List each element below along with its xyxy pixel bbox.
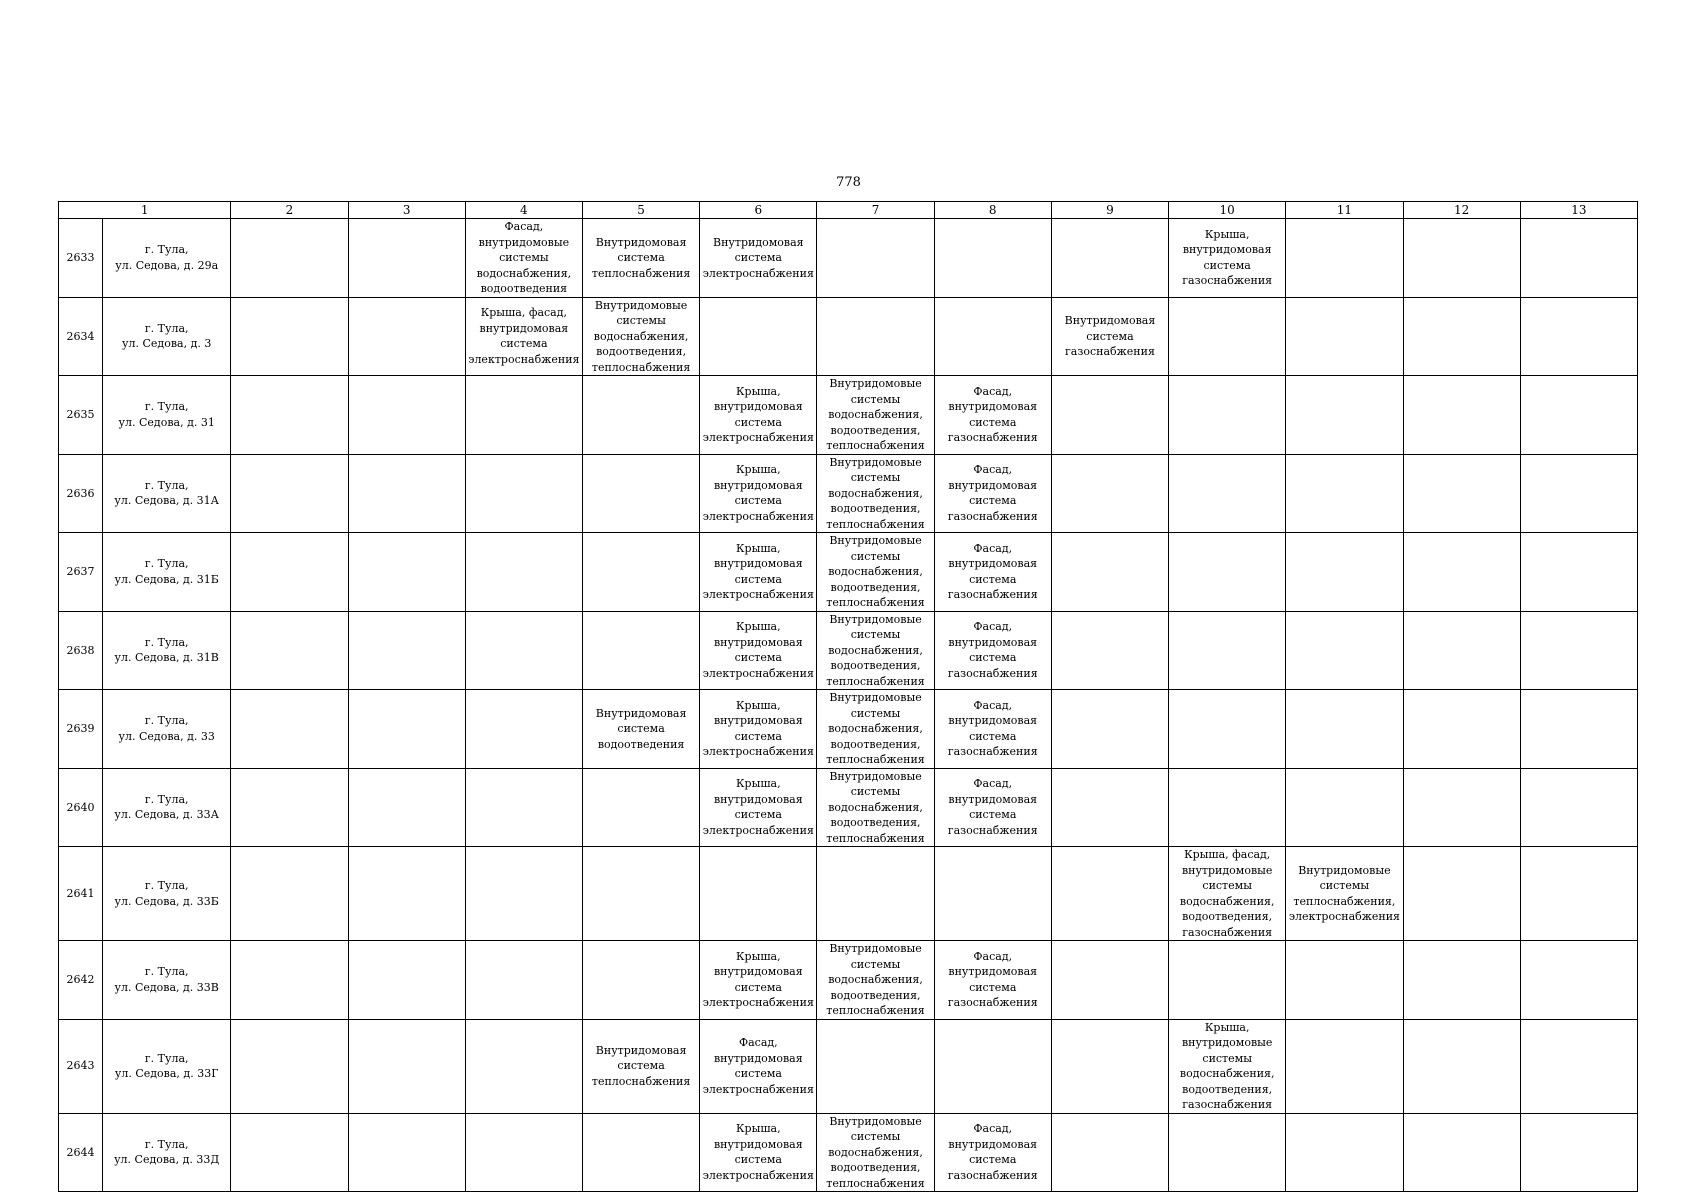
work-cell-col-6: Крыша, внутридомовая система электроснабжения — [700, 454, 817, 533]
work-cell-col-7 — [817, 297, 934, 376]
row-number-cell: 2642 — [59, 941, 103, 1020]
work-cell-col-9 — [1051, 768, 1168, 847]
work-cell-col-12 — [1403, 376, 1520, 455]
work-cell-col-13 — [1520, 219, 1637, 298]
work-cell-col-3 — [348, 297, 465, 376]
work-cell-col-11 — [1286, 611, 1403, 690]
table-row — [59, 1113, 1638, 1192]
work-cell-col-9 — [1051, 1113, 1168, 1192]
work-cell-col-4 — [465, 611, 582, 690]
column-number: 10 — [1169, 202, 1286, 219]
address-cell: г. Тула, ул. Седова, д. 33 — [103, 690, 231, 769]
column-number: 13 — [1520, 202, 1637, 219]
column-number: 1 — [59, 202, 231, 219]
work-cell-col-8: Фасад, внутридомовая система газоснабжения — [934, 768, 1051, 847]
address-cell: г. Тула, ул. Седова, д. 31 — [103, 376, 231, 455]
work-cell-col-2 — [231, 1113, 348, 1192]
work-cell-col-12 — [1403, 454, 1520, 533]
row-number-cell: 2635 — [59, 376, 103, 455]
work-cell-col-6: Крыша, внутридомовая система электроснабжения — [700, 1113, 817, 1192]
work-cell-col-8: Фасад, внутридомовая система газоснабжения — [934, 454, 1051, 533]
address-cell: г. Тула, ул. Седова, д. 33Г — [103, 1019, 231, 1113]
work-cell-col-8 — [934, 1019, 1051, 1113]
table-row — [59, 219, 1638, 298]
address-cell: г. Тула, ул. Седова, д. 33Д — [103, 1113, 231, 1192]
work-cell-col-2 — [231, 611, 348, 690]
work-cell-col-3 — [348, 611, 465, 690]
work-cell-col-6: Внутридомовая система электроснабжения — [700, 219, 817, 298]
table-row — [59, 454, 1638, 533]
table-row — [59, 1019, 1638, 1113]
work-cell-col-5: Внутридомовая система водоотведения — [582, 690, 699, 769]
table-row — [59, 690, 1638, 769]
work-cell-col-10 — [1169, 941, 1286, 1020]
work-cell-col-9 — [1051, 454, 1168, 533]
work-cell-col-3 — [348, 219, 465, 298]
work-cell-col-8 — [934, 219, 1051, 298]
work-cell-col-8 — [934, 297, 1051, 376]
work-cell-col-13 — [1520, 611, 1637, 690]
work-cell-col-4 — [465, 690, 582, 769]
work-cell-col-2 — [231, 941, 348, 1020]
work-cell-col-6 — [700, 297, 817, 376]
column-number: 6 — [700, 202, 817, 219]
header-row — [59, 202, 1638, 219]
table-body — [59, 219, 1638, 1192]
row-number-cell: 2636 — [59, 454, 103, 533]
work-cell-col-11 — [1286, 376, 1403, 455]
work-cell-col-9 — [1051, 690, 1168, 769]
work-cell-col-9 — [1051, 941, 1168, 1020]
work-cell-col-12 — [1403, 611, 1520, 690]
work-cell-col-5 — [582, 847, 699, 941]
column-number: 5 — [582, 202, 699, 219]
work-cell-col-11: Внутридомовые системы теплоснабжения, электроснабжения — [1286, 847, 1403, 941]
work-cell-col-10 — [1169, 297, 1286, 376]
table-row — [59, 847, 1638, 941]
work-cell-col-5: Внутридомовая система теплоснабжения — [582, 219, 699, 298]
address-cell: г. Тула, ул. Седова, д. 33В — [103, 941, 231, 1020]
work-cell-col-11 — [1286, 297, 1403, 376]
work-cell-col-4 — [465, 941, 582, 1020]
work-cell-col-4 — [465, 376, 582, 455]
work-cell-col-11 — [1286, 768, 1403, 847]
work-cell-col-4: Крыша, фасад, внутридомовая система электроснабжения — [465, 297, 582, 376]
row-number-cell: 2634 — [59, 297, 103, 376]
work-cell-col-6: Крыша, внутридомовая система электроснабжения — [700, 533, 817, 612]
column-number: 8 — [934, 202, 1051, 219]
work-cell-col-8: Фасад, внутридомовая система газоснабжения — [934, 1113, 1051, 1192]
work-cell-col-6: Крыша, внутридомовая система электроснабжения — [700, 611, 817, 690]
work-cell-col-2 — [231, 1019, 348, 1113]
work-cell-col-5 — [582, 1113, 699, 1192]
work-cell-col-4 — [465, 454, 582, 533]
work-cell-col-6: Крыша, внутридомовая система электроснабжения — [700, 690, 817, 769]
work-cell-col-4 — [465, 1019, 582, 1113]
address-cell: г. Тула, ул. Седова, д. 31Б — [103, 533, 231, 612]
address-cell: г. Тула, ул. Седова, д. 3 — [103, 297, 231, 376]
work-cell-col-12 — [1403, 533, 1520, 612]
work-cell-col-11 — [1286, 533, 1403, 612]
work-cell-col-5 — [582, 941, 699, 1020]
work-cell-col-5 — [582, 611, 699, 690]
work-cell-col-9 — [1051, 1019, 1168, 1113]
work-cell-col-3 — [348, 376, 465, 455]
work-cell-col-10: Крыша, фасад, внутридомовые системы водоснабжения, водоотведения, газоснабжения — [1169, 847, 1286, 941]
work-cell-col-7 — [817, 219, 934, 298]
work-cell-col-3 — [348, 690, 465, 769]
work-cell-col-13 — [1520, 376, 1637, 455]
work-cell-col-4 — [465, 533, 582, 612]
work-cell-col-2 — [231, 454, 348, 533]
work-cell-col-9: Внутридомовая система газоснабжения — [1051, 297, 1168, 376]
work-cell-col-10 — [1169, 690, 1286, 769]
work-cell-col-10 — [1169, 454, 1286, 533]
work-cell-col-3 — [348, 533, 465, 612]
work-cell-col-6 — [700, 847, 817, 941]
column-number-header — [59, 202, 1638, 219]
work-cell-col-12 — [1403, 219, 1520, 298]
work-cell-col-10 — [1169, 533, 1286, 612]
work-cell-col-6: Крыша, внутридомовая система электроснабжения — [700, 768, 817, 847]
work-cell-col-3 — [348, 1113, 465, 1192]
work-cell-col-7: Внутридомовые системы водоснабжения, водоотведения, теплоснабжения — [817, 1113, 934, 1192]
work-cell-col-4: Фасад, внутридомовые системы водоснабжения, водоотведения — [465, 219, 582, 298]
work-cell-col-7: Внутридомовые системы водоснабжения, водоотведения, теплоснабжения — [817, 611, 934, 690]
work-cell-col-7: Внутридомовые системы водоснабжения, водоотведения, теплоснабжения — [817, 454, 934, 533]
address-cell: г. Тула, ул. Седова, д. 33А — [103, 768, 231, 847]
work-cell-col-7: Внутридомовые системы водоснабжения, водоотведения, теплоснабжения — [817, 941, 934, 1020]
work-cell-col-12 — [1403, 768, 1520, 847]
work-cell-col-13 — [1520, 690, 1637, 769]
work-cell-col-8: Фасад, внутридомовая система газоснабжения — [934, 376, 1051, 455]
work-cell-col-8: Фасад, внутридомовая система газоснабжения — [934, 611, 1051, 690]
work-cell-col-3 — [348, 1019, 465, 1113]
work-cell-col-12 — [1403, 1019, 1520, 1113]
column-number: 3 — [348, 202, 465, 219]
work-cell-col-11 — [1286, 219, 1403, 298]
work-cell-col-10: Крыша, внутридомовая система газоснабжения — [1169, 219, 1286, 298]
work-cell-col-11 — [1286, 690, 1403, 769]
column-number: 12 — [1403, 202, 1520, 219]
work-cell-col-8: Фасад, внутридомовая система газоснабжения — [934, 690, 1051, 769]
address-cell: г. Тула, ул. Седова, д. 31А — [103, 454, 231, 533]
work-cell-col-5 — [582, 376, 699, 455]
work-cell-col-4 — [465, 768, 582, 847]
address-cell: г. Тула, ул. Седова, д. 31В — [103, 611, 231, 690]
work-cell-col-13 — [1520, 454, 1637, 533]
column-number: 4 — [465, 202, 582, 219]
row-number-cell: 2637 — [59, 533, 103, 612]
work-cell-col-9 — [1051, 376, 1168, 455]
work-cell-col-7 — [817, 1019, 934, 1113]
table-row — [59, 376, 1638, 455]
work-cell-col-13 — [1520, 941, 1637, 1020]
row-number-cell: 2639 — [59, 690, 103, 769]
work-cell-col-11 — [1286, 1113, 1403, 1192]
work-cell-col-7: Внутридомовые системы водоснабжения, водоотведения, теплоснабжения — [817, 768, 934, 847]
work-cell-col-9 — [1051, 611, 1168, 690]
address-cell: г. Тула, ул. Седова, д. 29а — [103, 219, 231, 298]
work-cell-col-8: Фасад, внутридомовая система газоснабжения — [934, 941, 1051, 1020]
address-cell: г. Тула, ул. Седова, д. 33Б — [103, 847, 231, 941]
table-row — [59, 768, 1638, 847]
work-cell-col-7: Внутридомовые системы водоснабжения, водоотведения, теплоснабжения — [817, 533, 934, 612]
register-table — [58, 201, 1638, 1192]
work-cell-col-4 — [465, 847, 582, 941]
work-cell-col-9 — [1051, 219, 1168, 298]
work-cell-col-13 — [1520, 297, 1637, 376]
table-row — [59, 611, 1638, 690]
work-cell-col-7 — [817, 847, 934, 941]
work-cell-col-8 — [934, 847, 1051, 941]
work-cell-col-6: Крыша, внутридомовая система электроснабжения — [700, 941, 817, 1020]
work-cell-col-5: Внутридомовые системы водоснабжения, водоотведения, теплоснабжения — [582, 297, 699, 376]
work-cell-col-10: Крыша, внутридомовые системы водоснабжения, водоотведения, газоснабжения — [1169, 1019, 1286, 1113]
work-cell-col-10 — [1169, 768, 1286, 847]
work-cell-col-2 — [231, 297, 348, 376]
column-number: 2 — [231, 202, 348, 219]
row-number-cell: 2641 — [59, 847, 103, 941]
work-cell-col-3 — [348, 847, 465, 941]
work-cell-col-2 — [231, 690, 348, 769]
column-number: 11 — [1286, 202, 1403, 219]
work-cell-col-8: Фасад, внутридомовая система газоснабжения — [934, 533, 1051, 612]
work-cell-col-4 — [465, 1113, 582, 1192]
work-cell-col-2 — [231, 533, 348, 612]
work-cell-col-7: Внутридомовые системы водоснабжения, водоотведения, теплоснабжения — [817, 690, 934, 769]
work-cell-col-5 — [582, 454, 699, 533]
work-cell-col-12 — [1403, 297, 1520, 376]
work-cell-col-2 — [231, 376, 348, 455]
work-cell-col-6: Фасад, внутридомовая система электроснабжения — [700, 1019, 817, 1113]
work-cell-col-5: Внутридомовая система теплоснабжения — [582, 1019, 699, 1113]
table-row — [59, 941, 1638, 1020]
row-number-cell: 2638 — [59, 611, 103, 690]
work-cell-col-13 — [1520, 847, 1637, 941]
work-cell-col-12 — [1403, 690, 1520, 769]
work-cell-col-3 — [348, 941, 465, 1020]
work-cell-col-7: Внутридомовые системы водоснабжения, водоотведения, теплоснабжения — [817, 376, 934, 455]
row-number-cell: 2640 — [59, 768, 103, 847]
row-number-cell: 2643 — [59, 1019, 103, 1113]
row-number-cell: 2644 — [59, 1113, 103, 1192]
work-cell-col-9 — [1051, 533, 1168, 612]
work-cell-col-12 — [1403, 847, 1520, 941]
work-cell-col-11 — [1286, 941, 1403, 1020]
work-cell-col-3 — [348, 454, 465, 533]
work-cell-col-2 — [231, 219, 348, 298]
column-number: 7 — [817, 202, 934, 219]
work-cell-col-10 — [1169, 1113, 1286, 1192]
work-cell-col-13 — [1520, 768, 1637, 847]
work-cell-col-2 — [231, 768, 348, 847]
page-number: 778 — [836, 175, 861, 190]
work-cell-col-3 — [348, 768, 465, 847]
work-cell-col-2 — [231, 847, 348, 941]
work-cell-col-12 — [1403, 1113, 1520, 1192]
work-cell-col-13 — [1520, 533, 1637, 612]
table-row — [59, 533, 1638, 612]
column-number: 9 — [1051, 202, 1168, 219]
row-number-cell: 2633 — [59, 219, 103, 298]
work-cell-col-5 — [582, 768, 699, 847]
work-cell-col-13 — [1520, 1113, 1637, 1192]
work-cell-col-6: Крыша, внутридомовая система электроснабжения — [700, 376, 817, 455]
work-cell-col-11 — [1286, 1019, 1403, 1113]
work-cell-col-5 — [582, 533, 699, 612]
work-cell-col-13 — [1520, 1019, 1637, 1113]
work-cell-col-10 — [1169, 376, 1286, 455]
work-cell-col-10 — [1169, 611, 1286, 690]
work-cell-col-12 — [1403, 941, 1520, 1020]
work-cell-col-11 — [1286, 454, 1403, 533]
work-cell-col-9 — [1051, 847, 1168, 941]
table-row — [59, 297, 1638, 376]
